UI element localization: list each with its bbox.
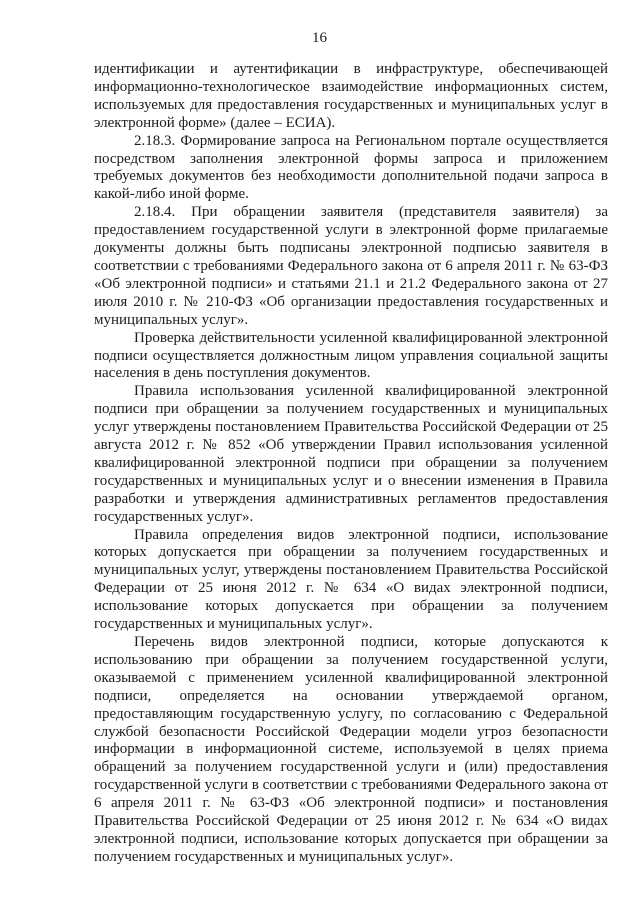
paragraph-signature-types-rules: Правила определения видов электронной подписи, использование которых допускается при обращении за получением государственных и муниципальных услуг, утверждены постановлением Правительства Российской Федерации от 25 июня 2012 г. № 634 «О видах электронной подписи, использование которых допускается при обращении за получением государственных и муниципальных услуг». — [94, 526, 608, 633]
paragraph-signature-verification: Проверка действительности усиленной квалифицированной электронной подписи осуществляется должностным лицом управления социальной защиты населения в день поступления документов. — [94, 329, 608, 382]
paragraph-2-18-3: 2.18.3. Формирование запроса на Региональном портале осуществляется посредством заполнения электронной формы запроса и приложением требуемых документов без необходимости дополнительной подачи запроса в какой-либо иной форме. — [94, 132, 608, 203]
paragraph-signature-usage-rules: Правила использования усиленной квалифицированной электронной подписи при обращении за получением государственных и муниципальных услуг утверждены постановлением Правительства Российской Федерации от 25 августа 2012 г. № 852 «Об утверждении Правил использования усиленной квалифицированной электронной подписи при обращении за получением государственных и муниципальных услуг и о внесении изменения в Правила разработки и утверждения административных регламентов предоставления государственных услуг». — [94, 383, 608, 525]
paragraph-esia-continuation: идентификации и аутентификации в инфраструктуре, обеспечивающей информационно-технологическое взаимодействие информационных систем, используемых для предоставления государственных и муниципальных услуг в электронной форме» (далее – ЕСИА). — [94, 61, 608, 131]
paragraph-signature-types-list: Перечень видов электронной подписи, которые допускаются к использованию при обращении за получением государственной услуги, оказываемой с применением усиленной квалифицированной электронной подписи, определяется на основании утверждаемой органом, предоставляющим государственную услугу, по согласованию с Федеральной службой безопасности Российской Федерации модели угроз безопасности информации в информационной системе, используемой в целях приема обращений за получением государственной услуги и (или) предоставления государственной услуги в соответствии с требованиями Федерального закона от 6 апреля 2011 г. № 63-ФЗ «Об электронной подписи» и постановления Правительства Российской Федерации от 25 июня 2012 г. № 634 «О видах электронной подписи, использование которых допускается при обращении за получением государственных и муниципальных услуг». — [94, 634, 608, 865]
page-number: 16 — [312, 30, 327, 46]
document-body — [94, 61, 608, 867]
paragraph-2-18-4: 2.18.4. При обращении заявителя (представителя заявителя) за предоставлением государственной услуги в электронной форме прилагаемые документы должны быть подписаны электронной подписью заявителя в соответствии с требованиями Федерального закона от 6 апреля 2011 г. № 63-ФЗ «Об электронной подписи» и статьями 21.1 и 21.2 Федерального закона от 27 июля 2010 г. № 210-ФЗ «Об организации предоставления государственных и муниципальных услуг». — [94, 204, 608, 328]
